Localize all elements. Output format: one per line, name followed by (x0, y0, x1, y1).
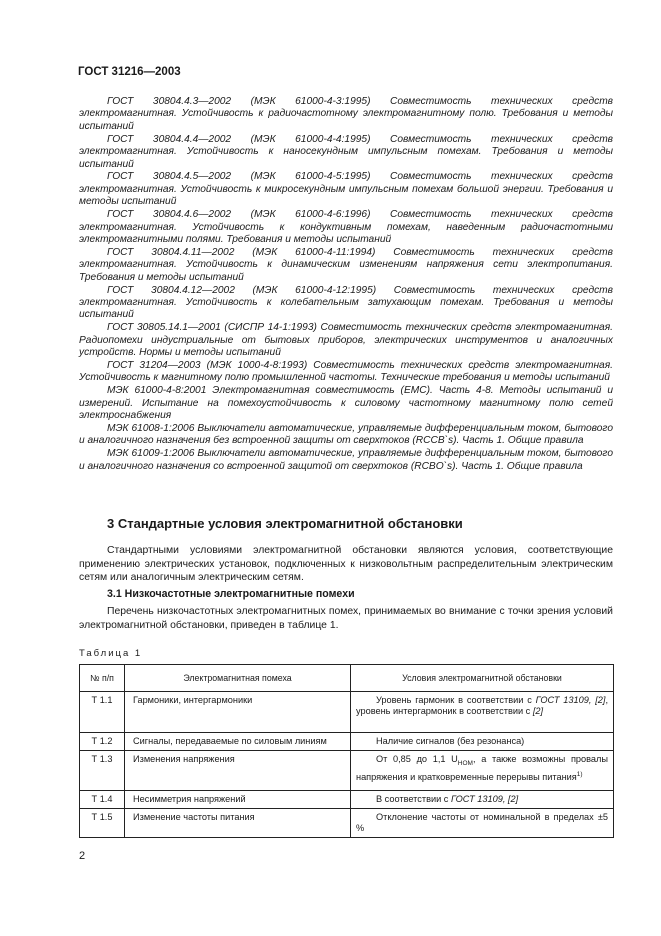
condition-ref: ГОСТ 13109, [2] (450, 794, 519, 804)
subsection-paragraph: Перечень низкочастотных электромагнитных помех, принимаемых во внимание с точки зрения условий электромагнитной обстановки, приведен в таблице 1. (79, 606, 613, 631)
condition-ref: ГОСТ 13109, [2] (535, 695, 606, 705)
row-number: Т 1.3 (80, 751, 125, 791)
environment-condition: Наличие сигналов (без резонанса) (351, 733, 614, 751)
table-header-row (80, 665, 614, 692)
subsection-title: 3.1 Низкочастотные электромагнитные помехи (107, 588, 355, 600)
reference-item: МЭК 61008-1:2006 Выключатели автоматические, управляемые дифференциальным током, бытового и аналогичного назначения без встроенной защиты от сверхтоков (RCCB`s). Часть 1. Общие правила (79, 423, 613, 447)
table-caption: Таблица 1 (79, 648, 143, 659)
reference-item: МЭК 61009-1:2006 Выключатели автоматические, управляемые дифференциальным током, бытового и аналогичного назначения со встроенной защитой от сверхтоков (RCBO`s). Часть 1. Общие правила (79, 448, 613, 472)
table-row (80, 791, 614, 809)
reference-item: ГОСТ 30805.14.1—2001 (СИСПР 14-1:1993) Совместимость технических средств электромагнитная. Радиопомехи индустриальные от бытовых приборов, электрических инструментов и аналогичных устройств. Нормы и методы испытаний (79, 322, 613, 359)
condition-text: От 0,85 до 1,1 U (376, 754, 458, 764)
condition-text: Уровень гармоник в соответствии с (376, 695, 536, 705)
condition-subscript: НОМ (457, 759, 473, 767)
condition-ref: [2] (532, 706, 544, 716)
reference-item: ГОСТ 30804.4.11—2002 (МЭК 61000-4-11:1994) Совместимость технических средств электромагнитная. Устойчивость к динамическим изменениям напряжения сети электропитания. Требования и методы испытаний (79, 246, 613, 283)
environment-condition (351, 791, 614, 809)
normative-references (79, 96, 613, 474)
column-header: Электромагнитная помеха (125, 665, 351, 692)
condition-text: , а также возможны провалы напряжения и кратковременные перерывы питания (356, 754, 608, 782)
environment-condition (351, 692, 614, 733)
condition-text: В соответствии с (376, 794, 451, 804)
row-number: Т 1.4 (80, 791, 125, 809)
condition-text: , уровень интергармоник в соответствии с (356, 695, 608, 716)
table-row (80, 692, 614, 733)
reference-item: МЭК 61000-4-8:2001 Электромагнитная совместимость (ЕМС). Часть 4-8. Методы испытаний и измерений. Испытание на помехоустойчивость к силовому частотному магнитному полю сетей электроснабжения (79, 385, 613, 422)
reference-item: ГОСТ 31204—2003 (МЭК 1000-4-8:1993) Совместимость технических средств электромагнитная. Устойчивость к магнитному полю промышленной частоты. Технические требования и методы испытаний (79, 360, 613, 384)
reference-item: ГОСТ 30804.4.3—2002 (МЭК 61000-4-3:1995) Совместимость технических средств электромагнитная. Устойчивость к радиочастотному электромагнитному полю. Требования и методы испытаний (79, 96, 613, 132)
section-paragraph: Стандартными условиями электромагнитной обстановки являются условия, соответствующие применению электрических установок, подключенных к низковольтным распределительным электрическим сетям или аналогичным электрическим сетям. (79, 545, 613, 583)
reference-item: ГОСТ 30804.4.12—2002 (МЭК 61000-4-12:1995) Совместимость технических средств электромагнитная. Устойчивость к колебательным затухающим помехам. Требования и методы испытаний (79, 284, 613, 321)
column-header: Условия электромагнитной обстановки (351, 665, 614, 692)
interference-name: Гармоники, интергармоники (125, 692, 351, 733)
environment-condition (351, 751, 614, 791)
row-number: Т 1.5 (80, 809, 125, 838)
row-number: Т 1.1 (80, 692, 125, 733)
interference-name: Несимметрия напряжений (125, 791, 351, 809)
column-header: № п/п (80, 665, 125, 692)
interference-table (79, 664, 614, 838)
document-header: ГОСТ 31216—2003 (78, 66, 181, 78)
reference-item: ГОСТ 30804.4.4—2002 (МЭК 61000-4-4:1995) Совместимость технических средств электромагнитная. Устойчивость к наносекундным импульсным помехам. Требования и методы испытаний (79, 133, 613, 170)
table-row (80, 809, 614, 838)
table-row (80, 733, 614, 751)
interference-name: Изменение частоты питания (125, 809, 351, 838)
interference-name: Сигналы, передаваемые по силовым линиям (125, 733, 351, 751)
interference-name: Изменения напряжения (125, 751, 351, 791)
table-row (80, 751, 614, 791)
row-number: Т 1.2 (80, 733, 125, 751)
section-title: 3 Стандартные условия электромагнитной обстановки (107, 516, 463, 531)
page-number: 2 (79, 850, 86, 862)
footnote-marker: 1) (576, 770, 583, 778)
reference-item: ГОСТ 30804.4.6—2002 (МЭК 61000-4-6:1996) Совместимость технических средств электромагнитная. Устойчивость к кондуктивным помехам, наведенным радиочастотными электромагнитными полями. Требования и методы испытаний (79, 209, 613, 245)
environment-condition: Отклонение частоты от номинальной в пределах ±5 % (351, 809, 614, 838)
reference-item: ГОСТ 30804.4.5—2002 (МЭК 61000-4-5:1995) Совместимость технических средств электромагнитная. Устойчивость к микросекундным импульсным помехам большой энергии. Требования и методы испытаний (79, 171, 613, 208)
